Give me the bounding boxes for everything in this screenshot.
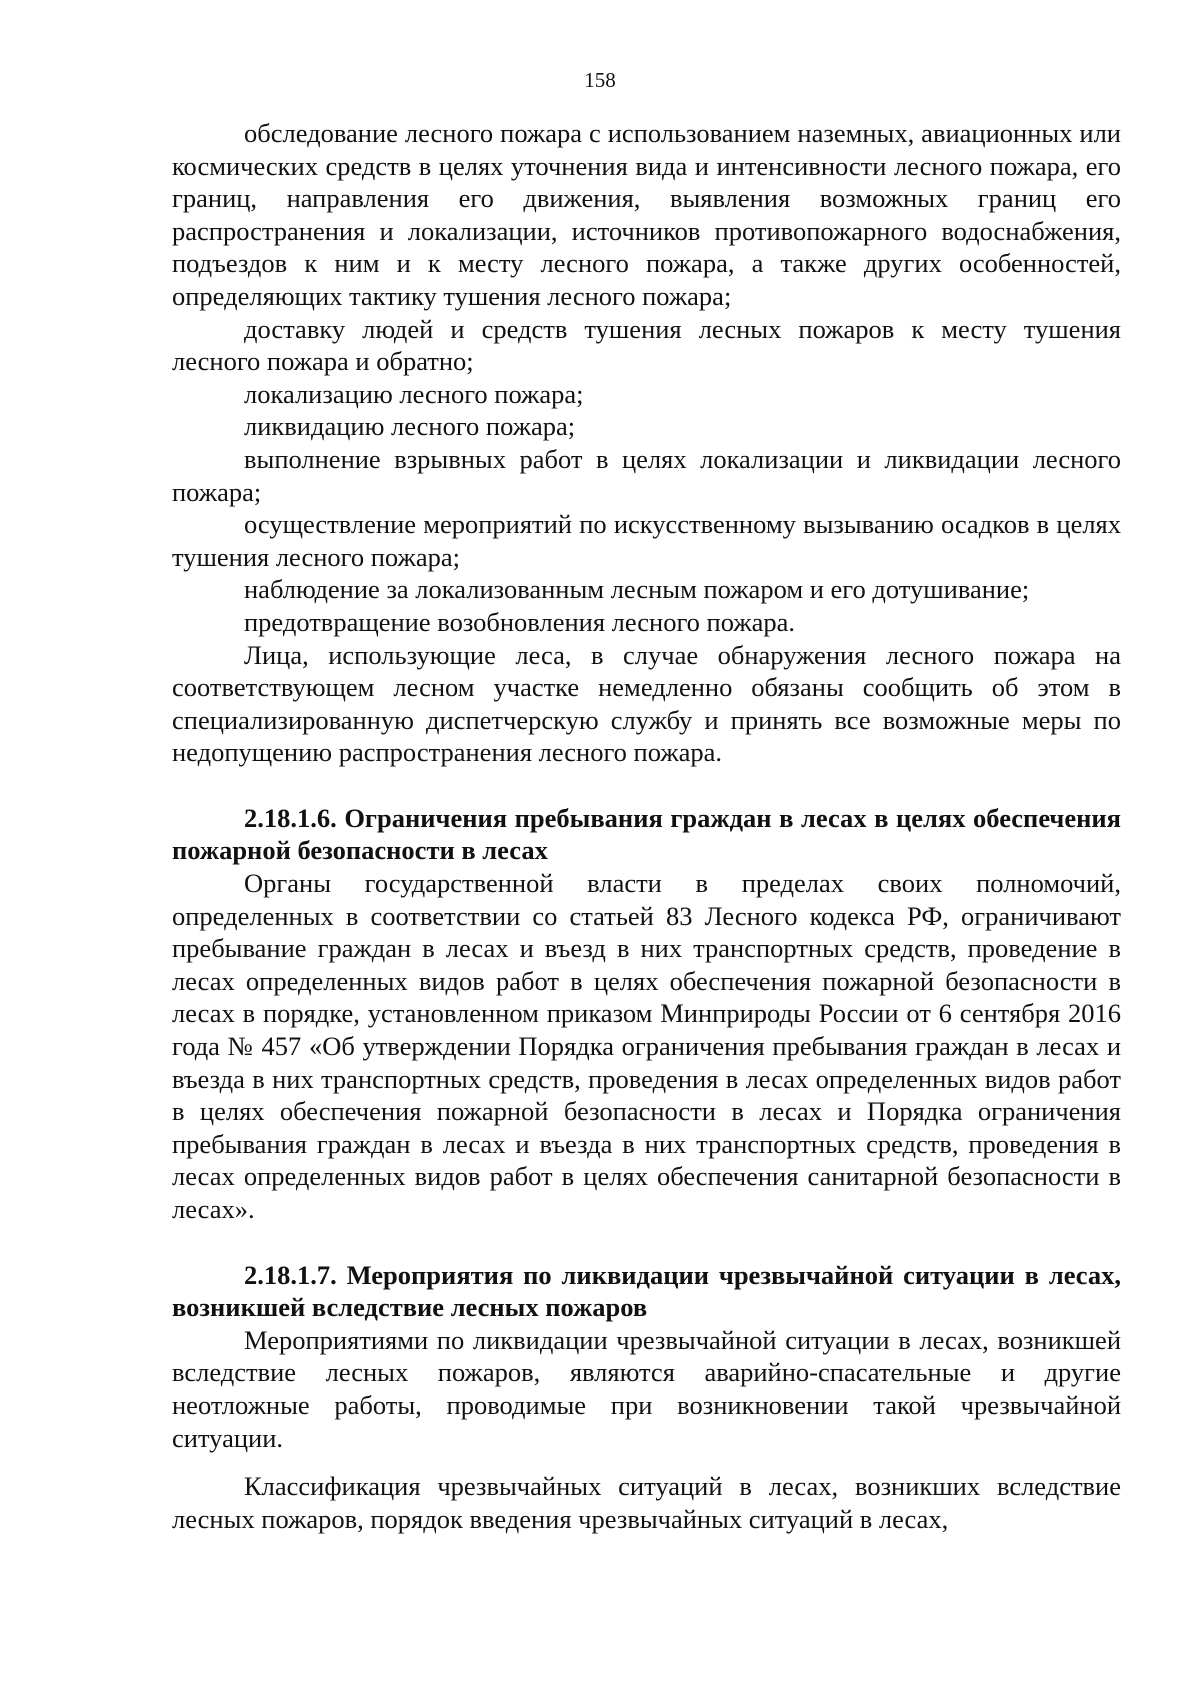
- paragraph-localization: локализацию лесного пожара;: [244, 378, 584, 409]
- paragraph-precipitation: осуществление мероприятий по искусственному вызыванию осадков в целях тушения лесного пожара;: [172, 509, 1121, 572]
- section-heading-2-18-1-7: 2.18.1.7. Мероприятия по ликвидации чрезвычайной ситуации в лесах, возникшей вследствие лесных пожаров: [172, 1259, 1121, 1323]
- page-number: 158: [584, 68, 616, 92]
- paragraph-survey: обследование лесного пожара с использованием наземных, авиационных или космических средств в целях уточнения вида и интенсивности лесного пожара, его границ, направления его движения, выявления возможных границ его распространения и локализации, источников противопожарного водоснабжения, подъездов к ним и к месту лесного пожара, а также других особенностей, определяющих тактику тушения лесного пожара;: [172, 118, 1121, 311]
- paragraph-classification: Классификация чрезвычайных ситуаций в лесах, возникших вследствие лесных пожаров, порядок введения чрезвычайных ситуаций в лесах,: [172, 1471, 1121, 1534]
- paragraph-blasting: выполнение взрывных работ в целях локализации и ликвидации лесного пожара;: [172, 443, 1121, 507]
- paragraph-prevention: предотвращение возобновления лесного пожара.: [244, 606, 796, 637]
- paragraph-liquidation: ликвидацию лесного пожара;: [244, 411, 576, 442]
- paragraph-monitoring: наблюдение за локализованным лесным пожаром и его дотушивание;: [244, 574, 1030, 605]
- section-heading-2-18-1-6: 2.18.1.6. Ограничения пребывания граждан в лесах в целях обеспечения пожарной безопасности в лесах: [172, 802, 1121, 866]
- paragraph-forest-users: Лица, использующие леса, в случае обнаружения лесного пожара на соответствующем лесном участке немедленно обязаны сообщить об этом в специализированную диспетчерскую службу и принять все возможные меры по недопущению распространения лесного пожара.: [172, 639, 1121, 768]
- paragraph-emergency-measures: Мероприятиями по ликвидации чрезвычайной ситуации в лесах, возникшей вследствие лесных пожаров, являются аварийно-спасательные и другие неотложные работы, проводимые при возникновении такой чрезвычайной ситуации.: [172, 1324, 1121, 1453]
- paragraph-restrictions: Органы государственной власти в пределах своих полномочий, определенных в соответствии со статьей 83 Лесного кодекса РФ, ограничивают пребывание граждан в лесах и въезд в них транспортных средств, проведение в лесах определенных видов работ в целях обеспечения пожарной безопасности в лесах в порядке, установленном приказом Минприроды России от 6 сентября 2016 года № 457 «Об утверждении Порядка ограничения пребывания граждан в лесах и въезда в них транспортных средств, проведения в лесах определенных видов работ в целях обеспечения пожарной безопасности в лесах и Порядка ограничения пребывания граждан в лесах и въезда в них транспортных средств, проведения в лесах определенных видов работ в целях обеспечения санитарной безопасности в лесах».: [172, 868, 1121, 1224]
- paragraph-delivery: доставку людей и средств тушения лесных пожаров к месту тушения лесного пожара и обратно;: [172, 313, 1121, 377]
- document-body: [172, 117, 1121, 1535]
